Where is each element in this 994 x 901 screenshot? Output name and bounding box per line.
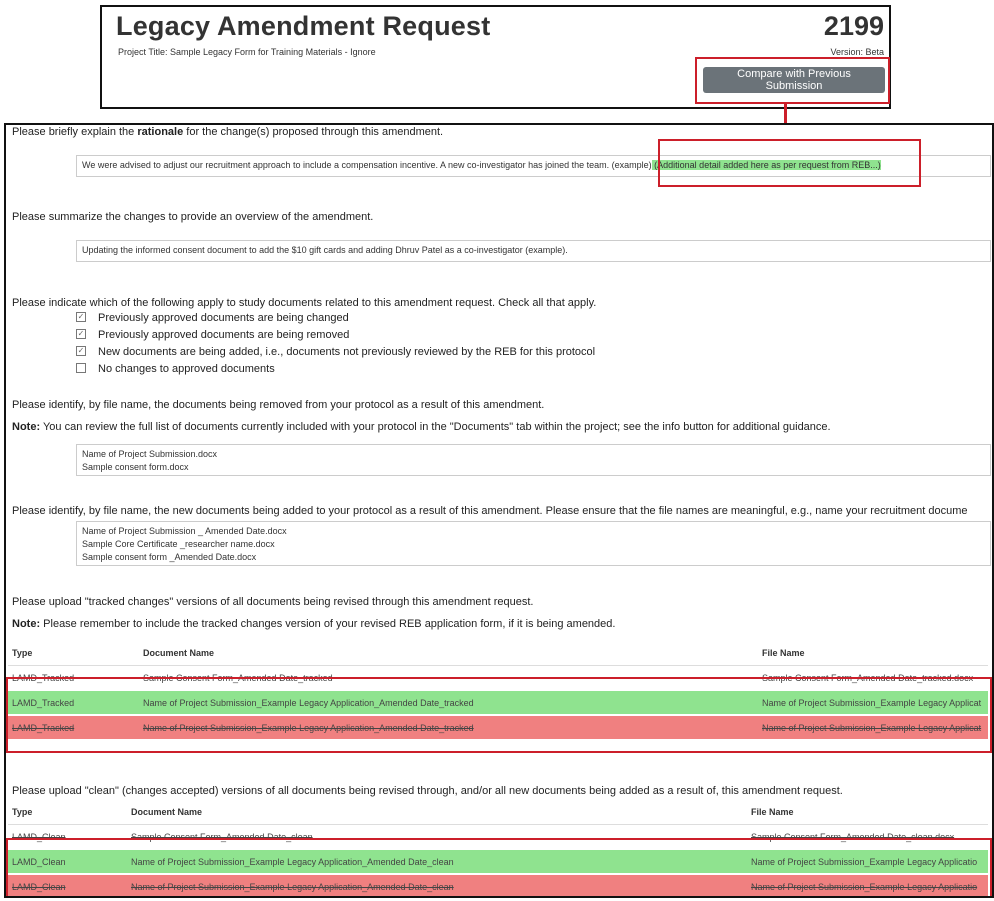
version-label: Version: Beta <box>830 47 884 57</box>
documents-apply-question: Please indicate which of the following apply to study documents related to this amendment request. Check all that apply. <box>12 297 597 309</box>
rationale-added-text: (Additional detail added here as per request from REB...) <box>651 160 881 170</box>
summary-text: Updating the informed consent document to add the $10 gift cards and adding Dhruv Patel as a co-investigator (example). <box>82 245 568 255</box>
tracked-col-type: Type <box>12 648 33 658</box>
rationale-text: We were advised to adjust our recruitment approach to include a compensation incentive. A new co-investigator has joined the team. (example) <box>82 160 652 170</box>
tracked-row-unchanged: LAMD_Tracked Sample Consent Form_Amended Date_tracked Sample Consent Form_Amended Date_tracked.docx <box>12 673 974 683</box>
clean-col-file: File Name <box>751 807 794 817</box>
clean-row-added: LAMD_Clean Name of Project Submission_Example Legacy Application_Amended Date_clean Name of Project Submission_Example Legacy Applicatio <box>8 850 988 873</box>
removed-docs-note: Note: You can review the full list of documents currently included with your protocol in the "Documents" tab within the project; see the info button for additional guidance. <box>12 421 831 433</box>
option-no-changes[interactable]: No changes to approved documents <box>76 363 275 375</box>
page-title: Legacy Amendment Request <box>116 11 491 41</box>
option-documents-changed[interactable]: ✓ Previously approved documents are being changed <box>77 312 349 324</box>
clean-row-removed: LAMD_Clean Name of Project Submission_Example Legacy Application_Amended Date_clean Name of Project Submission_Example Legacy Applicatio <box>8 875 988 898</box>
checkbox-checked-icon[interactable]: ✓ <box>77 312 85 322</box>
project-title: Project Title: Sample Legacy Form for Training Materials - Ignore <box>118 47 376 57</box>
clean-col-type: Type <box>12 807 33 817</box>
clean-changes-highlight-box <box>6 838 992 898</box>
summary-question: Please summarize the changes to provide an overview of the amendment. <box>12 211 374 223</box>
form-panel <box>4 123 994 898</box>
clean-col-document: Document Name <box>131 807 203 817</box>
rationale-question: Please briefly explain the rationale for the change(s) proposed through this amendment. <box>12 126 444 138</box>
checkbox-unchecked-icon[interactable] <box>76 363 86 373</box>
option-documents-removed[interactable]: ✓ Previously approved documents are being removed <box>77 329 350 341</box>
clean-question: Please upload "clean" (changes accepted) versions of all documents being revised through, and/or all new documents being added as a result of, this amendment request. <box>12 785 843 797</box>
option-documents-added[interactable]: ✓ New documents are being added, i.e., documents not previously reviewed by the REB for this protocol <box>77 346 596 358</box>
tracked-row-removed: LAMD_Tracked Name of Project Submission_Example Legacy Application_Amended Date_tracked Name of Project Submission_Example Legacy Applicat <box>8 716 988 739</box>
request-number: 2199 <box>823 11 884 41</box>
checkbox-checked-icon[interactable]: ✓ <box>77 346 85 356</box>
checkbox-checked-icon[interactable]: ✓ <box>77 329 85 339</box>
compare-highlight-box <box>695 57 890 104</box>
tracked-col-file: File Name <box>762 648 805 658</box>
tracked-changes-highlight-box <box>6 677 992 753</box>
new-docs-question: Please identify, by file name, the new documents being added to your protocol as a result of this amendment. Please ensure that the file names are meaningful, e.g., name your recruitment docume <box>12 505 968 517</box>
tracked-row-added: LAMD_Tracked Name of Project Submission_Example Legacy Application_Amended Date_tracked Name of Project Submission_Example Legacy Applicat <box>8 691 988 714</box>
summary-field[interactable] <box>76 240 991 262</box>
removed-docs-question: Please identify, by file name, the documents being removed from your protocol as a result of this amendment. <box>12 399 545 411</box>
compare-previous-button[interactable]: Compare with Previous Submission <box>703 67 885 93</box>
tracked-question: Please upload "tracked changes" versions of all documents being revised through this amendment request. <box>12 596 534 608</box>
rationale-change-highlight-box <box>658 139 921 187</box>
removed-docs-field[interactable]: Name of Project Submission.docx Sample consent form.docx <box>76 444 991 476</box>
clean-row-unchanged: LAMD_Clean Sample Consent Form_Amended Date_clean Sample Consent Form_Amended Date_clean.docx <box>12 832 955 842</box>
tracked-col-document: Document Name <box>143 648 215 658</box>
new-docs-field[interactable]: Name of Project Submission _ Amended Date.docx Sample Core Certificate _researcher name.docx Sample consent form _Amended Date.docx <box>76 521 991 566</box>
tracked-note: Note: Please remember to include the tracked changes version of your revised REB application form, if it is being amended. <box>12 618 616 630</box>
